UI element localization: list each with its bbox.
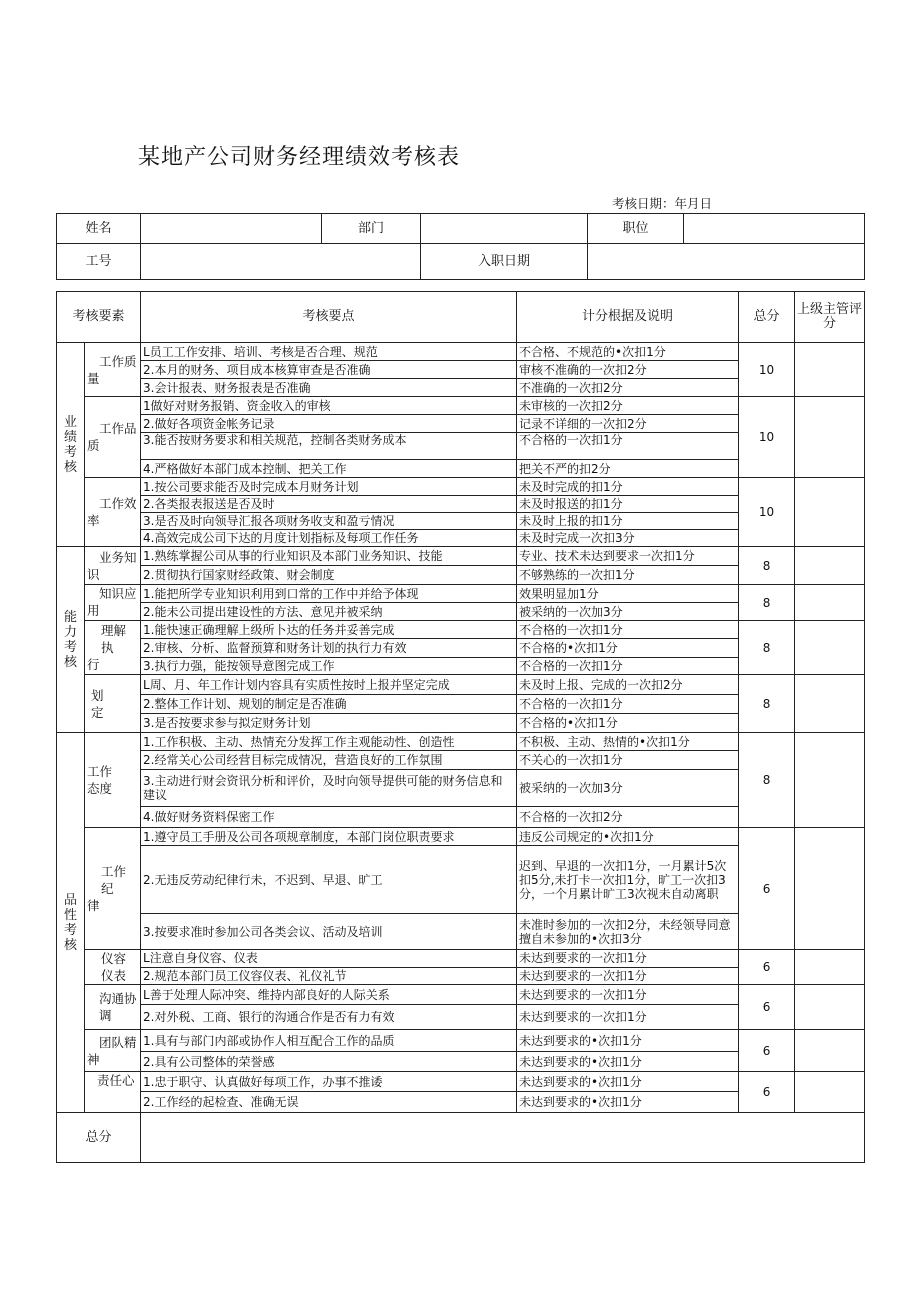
rating-cell[interactable] xyxy=(795,621,865,675)
point-cell: 1.能把所学专业知识利用到口常的工作中并给予体现 xyxy=(141,585,517,603)
total-label: 总分 xyxy=(57,1113,141,1163)
group-work-quality xyxy=(85,343,141,397)
criteria-cell: 不合格的一次扣2分 xyxy=(517,807,739,828)
point-cell: 2.做好各项资金帐务记录 xyxy=(141,415,517,433)
join-date-field[interactable] xyxy=(588,244,865,280)
point-cell: 2.工作经的起检查、准确无误 xyxy=(141,1092,517,1113)
criteria-cell: 不合格的•次扣1分 xyxy=(517,639,739,658)
rating-cell[interactable] xyxy=(795,1072,865,1113)
header-score: 总分 xyxy=(739,292,795,343)
group-label: 定 xyxy=(91,704,104,720)
rating-cell[interactable] xyxy=(795,343,865,397)
score-cell: 6 xyxy=(739,950,795,985)
point-cell: L善于处理人际冲突、维持内部良好的人际关系 xyxy=(141,985,517,1005)
score-cell: 8 xyxy=(739,547,795,585)
group-label: 团队精 xyxy=(99,1034,137,1050)
score-cell: 6 xyxy=(739,985,795,1030)
group-label: 工作效 xyxy=(99,496,137,511)
group-label: 工作品 xyxy=(99,421,137,436)
point-cell: 2.各类报表报送是否及时 xyxy=(141,496,517,513)
page-title: 某地产公司财务经理绩效考核表 xyxy=(138,145,461,170)
assessment-table xyxy=(56,291,865,1163)
group-communication xyxy=(85,985,141,1030)
point-cell: 1.忠于职守、认真做好每项工作，办事不推诿 xyxy=(141,1072,517,1092)
score-cell: 8 xyxy=(739,675,795,733)
point-cell: 2.对外税、工商、银行的沟通合作是否有力有效 xyxy=(141,1005,517,1030)
point-cell: 3.是否按要求参与拟定财务计划 xyxy=(141,714,517,733)
criteria-cell: 不够熟练的一次扣1分 xyxy=(517,566,739,585)
point-cell: 4.严格做好本部门成本控制、把关工作 xyxy=(141,460,517,478)
group-label: 工作纪 xyxy=(101,864,127,896)
criteria-cell: 不合格的•次扣1分 xyxy=(517,714,739,733)
group-label: 质 xyxy=(87,438,100,453)
category-label: 能力考核 xyxy=(63,609,77,670)
group-label: 用 xyxy=(87,603,100,618)
point-cell: 1.按公司要求能否及时完成本月财务计划 xyxy=(141,478,517,496)
point-cell: 2.贯彻执行国家财经政策、财会制度 xyxy=(141,566,517,585)
rating-cell[interactable] xyxy=(795,547,865,585)
group-label: 沟通协 xyxy=(99,991,137,1006)
criteria-cell: 被采纳的一次加3分 xyxy=(517,770,739,807)
group-label: 划 xyxy=(91,687,104,703)
group-label: 识 xyxy=(87,566,100,582)
dept-field[interactable] xyxy=(421,214,588,244)
criteria-cell: 未达到要求的一次扣1分 xyxy=(517,950,739,968)
group-understand xyxy=(85,621,141,675)
category-ability xyxy=(57,547,85,733)
join-date-label: 入职日期 xyxy=(421,244,588,280)
point-cell: 1.工作积极、主动、热情充分发挥工作主观能动性、创造性 xyxy=(141,733,517,751)
category-character xyxy=(57,733,85,1113)
point-cell: 1.熟练掌握公司从事的行业知识及本部门业务知识、技能 xyxy=(141,547,517,566)
criteria-cell: 未达到要求的•次扣1分 xyxy=(517,1092,739,1113)
rating-cell[interactable] xyxy=(795,675,865,733)
category-label: 业绩考核 xyxy=(63,414,77,475)
criteria-cell: 不合格的一次扣1分 xyxy=(517,695,739,714)
point-cell: L注意自身仪容、仪表 xyxy=(141,950,517,968)
score-cell: 8 xyxy=(739,733,795,828)
group-work-quality-2 xyxy=(85,397,141,478)
point-cell: 4.高效完成公司下达的月度计划指标及每项工作任务 xyxy=(141,530,517,547)
criteria-cell: 不关心的一次扣1分 xyxy=(517,751,739,770)
group-label: 责任心 xyxy=(97,1073,135,1088)
score-cell: 10 xyxy=(739,343,795,397)
position-label: 职位 xyxy=(588,214,684,244)
criteria-cell: 未达到要求的一次扣1分 xyxy=(517,1005,739,1030)
assessment-date: 考核日期：年月日 xyxy=(612,196,713,211)
point-cell: L周、月、年工作计划内容具有实质性按时上报并坚定完成 xyxy=(141,675,517,695)
point-cell: 3.能否按财务要求和相关规范，控制各类财务成本 xyxy=(141,433,517,460)
criteria-cell: 不合格的一次扣1分 xyxy=(517,658,739,675)
score-cell: 8 xyxy=(739,621,795,675)
rating-cell[interactable] xyxy=(795,985,865,1030)
criteria-cell: 不准确的一次扣2分 xyxy=(517,379,739,397)
criteria-cell: 不合格的一次扣1分 xyxy=(517,621,739,639)
header-rating: 上级主管评分 xyxy=(795,292,865,343)
rating-cell[interactable] xyxy=(795,397,865,478)
rating-cell[interactable] xyxy=(795,828,865,950)
employee-info-table xyxy=(56,213,865,280)
emp-no-field[interactable] xyxy=(141,244,421,280)
point-cell: 2.能未公司提出建设性的方法、意见并被采纳 xyxy=(141,603,517,621)
criteria-cell: 专业、技术未达到要求一次扣1分 xyxy=(517,547,739,566)
rating-cell[interactable] xyxy=(795,733,865,828)
group-discipline xyxy=(85,828,141,950)
criteria-cell: 未及时上报、完成的一次扣2分 xyxy=(517,675,739,695)
category-label: 品性考核 xyxy=(63,892,77,953)
criteria-cell: 不合格、不规范的•次扣1分 xyxy=(517,343,739,361)
point-cell: 1.遵守员工手册及公司各项规章制度，本部门岗位职责要求 xyxy=(141,828,517,846)
name-label: 姓名 xyxy=(57,214,141,244)
point-cell: 1.具有与部门内部或协作人相互配合工作的品质 xyxy=(141,1030,517,1052)
score-cell: 10 xyxy=(739,478,795,547)
score-cell: 8 xyxy=(739,585,795,621)
name-field[interactable] xyxy=(141,214,322,244)
criteria-cell: 审核不准确的一次扣2分 xyxy=(517,361,739,379)
criteria-cell: 未达到要求的一次扣1分 xyxy=(517,967,739,985)
criteria-cell: 未达到要求的•次扣1分 xyxy=(517,1052,739,1072)
criteria-cell: 记录不详细的一次扣2分 xyxy=(517,415,739,433)
criteria-cell: 未及时上报的扣1分 xyxy=(517,513,739,530)
group-apply xyxy=(85,585,141,621)
criteria-cell: 未及时完成的扣1分 xyxy=(517,478,739,496)
group-knowledge xyxy=(85,547,141,585)
header-element: 考核要素 xyxy=(57,292,141,343)
criteria-cell: 未准时参加的一次扣2分，未经领导同意擅自未参加的•次扣3分 xyxy=(517,914,739,950)
group-label: 行 xyxy=(87,657,100,672)
group-label: 律 xyxy=(87,898,100,913)
group-label: 仪表 xyxy=(101,968,127,983)
criteria-cell: 违反公司规定的•次扣1分 xyxy=(517,828,739,846)
rating-cell[interactable] xyxy=(795,950,865,985)
score-cell: 6 xyxy=(739,828,795,950)
score-cell: 6 xyxy=(739,1072,795,1113)
criteria-cell: 把关不严的扣2分 xyxy=(517,460,739,478)
group-label: 神 xyxy=(87,1051,100,1067)
point-cell: 2.具有公司整体的荣誉感 xyxy=(141,1052,517,1072)
point-cell: 2.经常关心公司经营目标完成情况，营造良好的工作氛围 xyxy=(141,751,517,770)
emp-no-label: 工号 xyxy=(57,244,141,280)
group-label: 理解执 xyxy=(101,623,127,655)
group-label: 调 xyxy=(99,1008,112,1023)
group-label: 业务知 xyxy=(99,549,137,565)
rating-cell[interactable] xyxy=(795,1030,865,1072)
score-cell: 6 xyxy=(739,1030,795,1072)
position-field[interactable] xyxy=(684,214,865,244)
criteria-cell: 效果明显加1分 xyxy=(517,585,739,603)
criteria-cell: 未审核的一次扣2分 xyxy=(517,397,739,415)
point-cell: 3.主动进行财会资讯分析和评价，及时向领导提供可能的财务信息和建议 xyxy=(141,770,517,807)
rating-cell[interactable] xyxy=(795,478,865,547)
group-label: 率 xyxy=(87,513,100,528)
group-label: 知识应 xyxy=(99,586,137,601)
category-performance xyxy=(57,343,85,547)
criteria-cell: 未达到要求的一次扣1分 xyxy=(517,985,739,1005)
point-cell: 1.能快速正确理解上级所卜达的任务并妥善完成 xyxy=(141,621,517,639)
point-cell: L员工工作安排、培训、考核是否合理、规范 xyxy=(141,343,517,361)
score-cell: 10 xyxy=(739,397,795,478)
group-appearance xyxy=(85,950,141,985)
group-label: 工作质 xyxy=(99,353,137,369)
group-label: 仪容 xyxy=(101,951,127,966)
group-label: 态度 xyxy=(87,781,113,796)
criteria-cell: 不合格的一次扣1分 xyxy=(517,433,739,460)
point-cell: 4.做好财务资料保密工作 xyxy=(141,807,517,828)
point-cell: 3.会计报表、财务报表是否准确 xyxy=(141,379,517,397)
group-plan xyxy=(85,675,141,733)
point-cell: 2.审核、分析、监督预算和财务计划的执行力有效 xyxy=(141,639,517,658)
criteria-cell: 未及时完成一次扣3分 xyxy=(517,530,739,547)
point-cell: 3.执行力强，能按领导意图完成工作 xyxy=(141,658,517,675)
total-field[interactable] xyxy=(141,1113,865,1163)
header-criteria: 计分根据及说明 xyxy=(517,292,739,343)
group-responsibility xyxy=(85,1072,141,1113)
group-efficiency xyxy=(85,478,141,547)
point-cell: 2.无违反劳动纪律行未，不迟到、早退、旷工 xyxy=(141,846,517,914)
group-label: 工作 xyxy=(87,764,113,779)
criteria-cell: 被采纳的一次加3分 xyxy=(517,603,739,621)
point-cell: 2.整体工作计划、规划的制定是否准确 xyxy=(141,695,517,714)
rating-cell[interactable] xyxy=(795,585,865,621)
dept-label: 部门 xyxy=(322,214,421,244)
point-cell: 2.规范本部门员工仪容仪表、礼仪礼节 xyxy=(141,967,517,985)
point-cell: 3.是否及时向领导汇报各项财务收支和盈亏情况 xyxy=(141,513,517,530)
criteria-cell: 未达到要求的•次扣1分 xyxy=(517,1030,739,1052)
header-point: 考核要点 xyxy=(141,292,517,343)
criteria-cell: 未及时报送的扣1分 xyxy=(517,496,739,513)
group-attitude xyxy=(85,733,141,828)
point-cell: 1做好对财务报销、资金收入的审核 xyxy=(141,397,517,415)
criteria-cell: 迟到、早退的一次扣1分，一月累计5次扣5分,未打卡一次扣1分，旷工一次扣3分，一个月累计旷工3次视未自动离职 xyxy=(517,846,739,914)
point-cell: 2.本月的财务、项目成本核算审查是否准确 xyxy=(141,361,517,379)
criteria-cell: 不积极、主动、热情的•次扣1分 xyxy=(517,733,739,751)
point-cell: 3.按要求准时参加公司各类会议、活动及培训 xyxy=(141,914,517,950)
group-team xyxy=(85,1030,141,1072)
group-label: 量 xyxy=(87,370,100,386)
criteria-cell: 未达到要求的•次扣1分 xyxy=(517,1072,739,1092)
